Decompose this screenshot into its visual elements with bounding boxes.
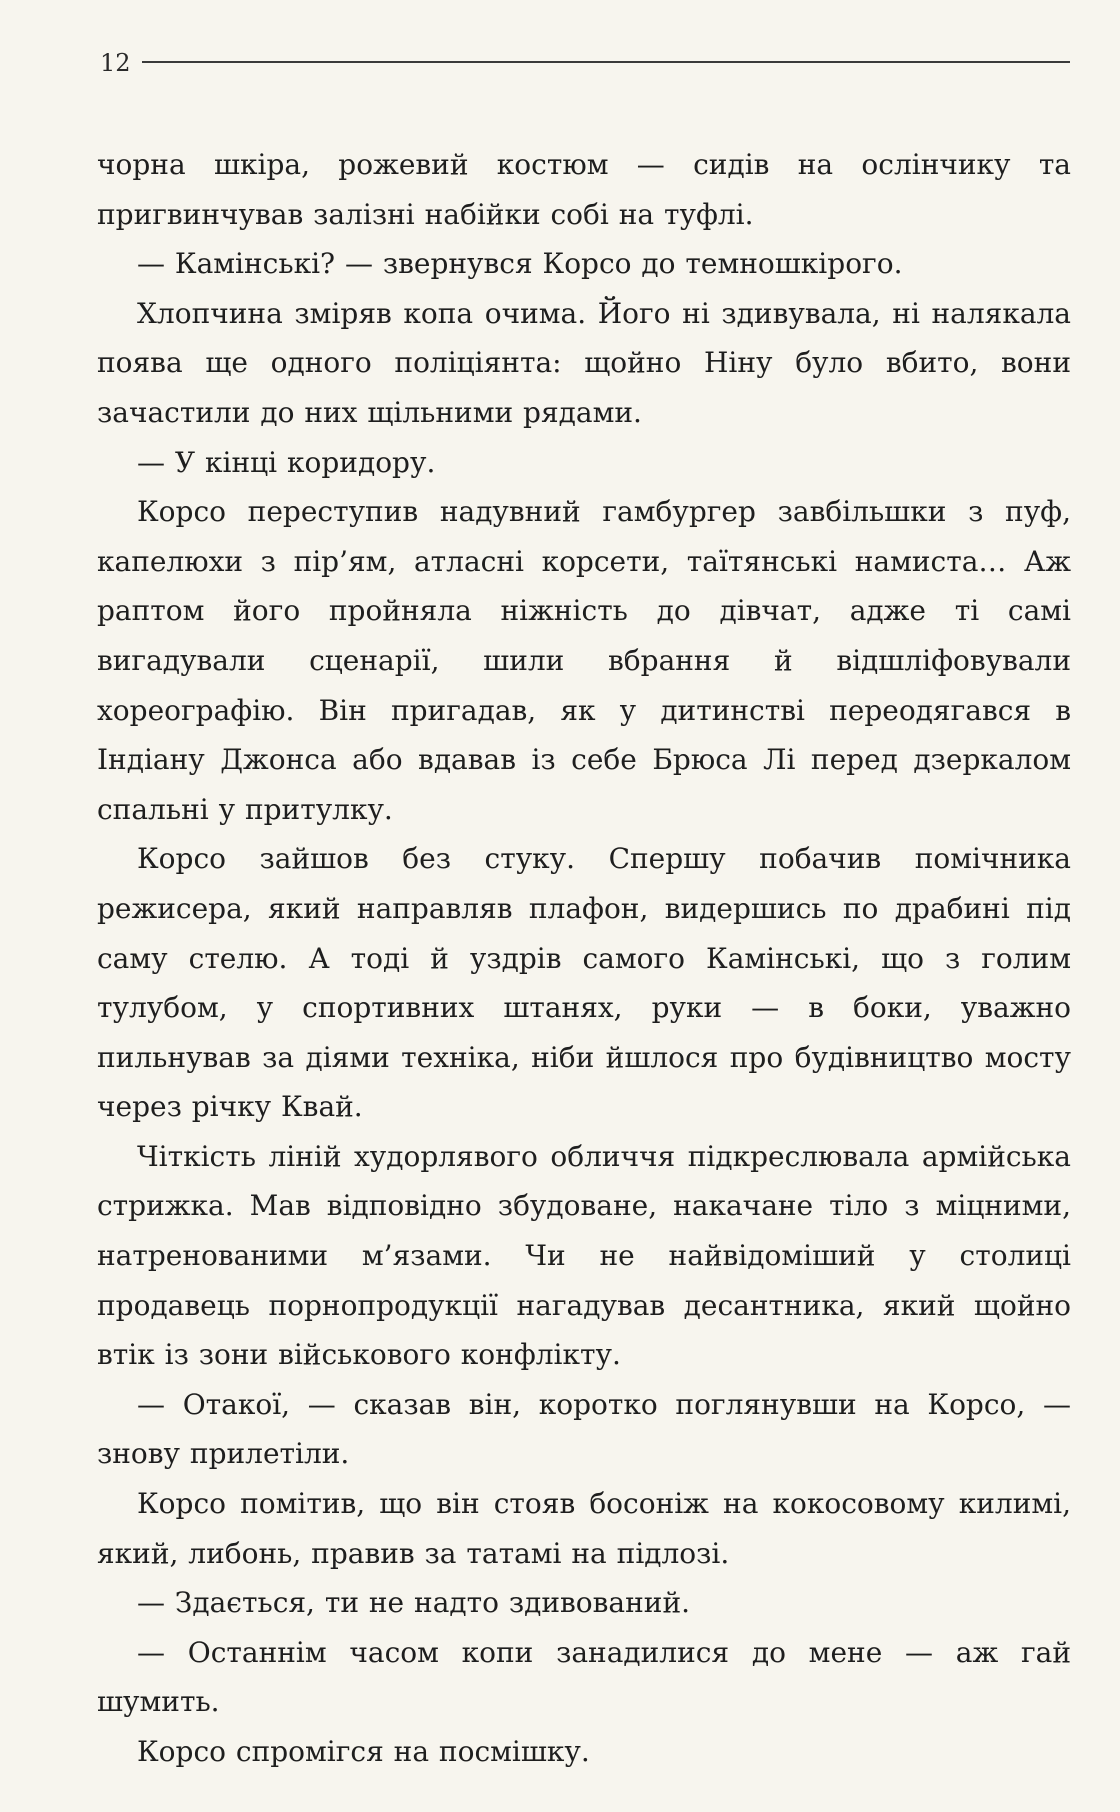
page-number: 12 [100,49,131,77]
paragraph: Корсо переступив надувний гамбургер завбільшки з пуф, капелюхи з пір’ям, атласні корсети, таїтянські намиста… Аж раптом його пройняла ніжність до дівчат, адже ті самі вигадували сценарії, шили вбрання й відшліфовували хореографію. Він пригадав, як у дитинстві переодягався в Індіану Джонса або вдавав із себе Брюса Лі перед дзеркалом спальні у притулку. [97,495,1071,826]
dialogue-line: — Отакої, — сказав він, коротко поглянувши на Корсо, — знову прилетіли. [97,1387,1071,1471]
paragraph: Чіткість ліній худорлявого обличчя підкреслювала армійська стрижка. Мав відповідно збудоване, накачане тіло з міцними, натренованими м’язами. Чи не найвідоміший у столиці продавець порнопродукції нагадував десантника, який щойно втік із зони військового конфлікту. [97,1139,1071,1372]
header-rule [142,61,1070,63]
dialogue-line: — Останнім часом копи занадилися до мене — аж гай шумить. [97,1635,1071,1719]
dialogue-line: — У кінці коридору. [137,445,436,479]
page-header [100,45,1070,85]
paragraph: Корсо зайшов без стуку. Спершу побачив помічника режисера, який направляв плафон, видершись по драбині під саму стелю. А тоді й уздрів самого Камінські, що з голим тулубом, у спортивних штанях, руки — в боки, уважно пильнував за діями техніка, ніби йшлося про будівництво мосту через річку Квай. [97,842,1071,1124]
dialogue-line: — Камінські? — звернувся Корсо до темношкірого. [137,247,903,281]
body-text [97,140,1071,1777]
paragraph: Корсо спромігся на посмішку. [137,1735,590,1768]
paragraph: чорна шкіра, рожевий костюм — сидів на ослінчику та пригвинчував залізні набійки собі на туфлі. [97,148,1071,231]
dialogue-line: — Здається, ти не надто здивований. [137,1586,691,1620]
paragraph: Корсо помітив, що він стояв босоніж на кокосовому килимі, який, либонь, правив за татамі на підлозі. [97,1487,1071,1570]
paragraph: Хлопчина зміряв копа очима. Його ні здивувала, ні налякала поява ще одного поліціянта: щойно Ніну було вбито, вони зачастили до них щільними рядами. [97,296,1071,429]
